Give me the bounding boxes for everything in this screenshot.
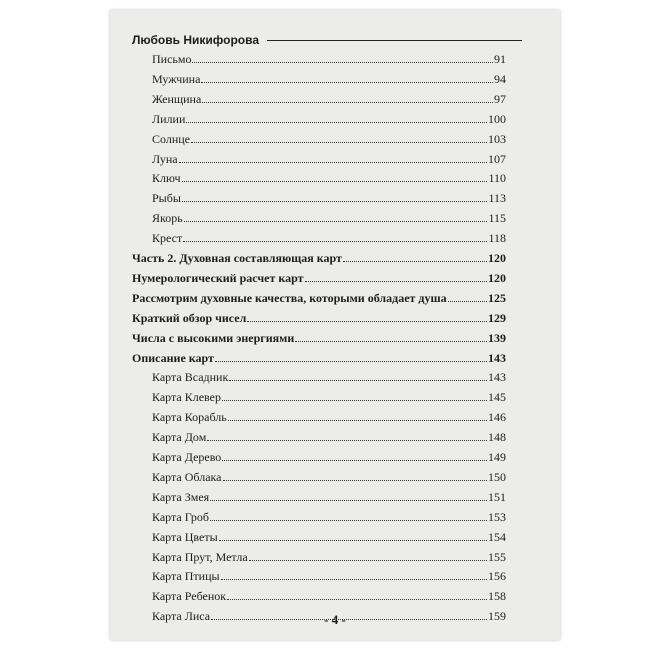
toc-entry xyxy=(132,311,506,326)
toc-entry xyxy=(152,470,506,485)
toc-entry xyxy=(152,390,506,405)
page-number: - 4 - xyxy=(324,612,346,627)
toc-entry xyxy=(152,569,506,584)
toc-leader-dots xyxy=(219,532,487,541)
toc-entry-title: Карта Дерево xyxy=(152,450,222,464)
toc-entry-page: 100 xyxy=(488,111,506,126)
toc-entry xyxy=(152,191,506,206)
toc-entry-page: 139 xyxy=(488,330,506,345)
toc-entry-title: Женщина xyxy=(152,91,202,106)
toc-entry-page: 156 xyxy=(488,569,506,584)
toc-leader-dots xyxy=(223,472,488,481)
toc-leader-dots xyxy=(228,412,487,421)
toc-entry xyxy=(152,550,506,565)
toc-entry-title: Краткий обзор чисел xyxy=(132,310,247,325)
toc-entry-page: 150 xyxy=(488,469,506,484)
toc-entry xyxy=(132,271,506,286)
toc-entry xyxy=(152,211,506,226)
header-rule xyxy=(267,40,522,41)
toc-leader-dots xyxy=(184,213,488,222)
toc-entry-page: 154 xyxy=(488,529,506,544)
toc-entry-page: 148 xyxy=(488,430,506,445)
toc-entry-page: 107 xyxy=(488,151,506,166)
toc-entry-page: 151 xyxy=(488,489,506,504)
toc-entry-title: Часть 2. Духовная составляющая карт xyxy=(132,251,342,265)
toc-entry-page: 97 xyxy=(494,91,506,106)
toc-leader-dots xyxy=(448,293,487,302)
toc-entry-page: 113 xyxy=(488,191,506,206)
toc-entry-title: Письмо xyxy=(152,52,192,66)
toc-entry-title: Карта Прут, Метла xyxy=(152,549,248,564)
toc-entry-title: Луна xyxy=(152,151,178,166)
toc-leader-dots xyxy=(247,313,487,322)
toc-entry-title: Солнце xyxy=(152,131,191,146)
toc-entry-title: Карта Облака xyxy=(152,469,222,484)
toc-entry-page: 158 xyxy=(488,589,506,604)
toc-entry-page: 143 xyxy=(488,370,506,385)
toc-entry xyxy=(152,52,506,67)
toc-leader-dots xyxy=(186,114,487,123)
toc-entry-page: 115 xyxy=(488,211,506,226)
toc-entry-title: Лилии xyxy=(152,111,186,126)
toc-entry xyxy=(132,251,506,266)
toc-entry-title: Ключ xyxy=(152,171,181,186)
toc-entry-title: Карта Клевер xyxy=(152,390,221,405)
toc-entry-title: Рыбы xyxy=(152,191,181,206)
toc-entry-page: 103 xyxy=(488,131,506,146)
toc-entry xyxy=(152,450,506,465)
toc-entry-title: Числа с высокими энергиями xyxy=(132,330,295,345)
toc-entry xyxy=(132,351,506,366)
running-header xyxy=(132,33,522,47)
toc-leader-dots xyxy=(210,512,487,521)
header-author: Любовь Никифорова xyxy=(132,33,259,47)
toc-leader-dots xyxy=(222,452,487,461)
toc-entry xyxy=(152,370,506,385)
toc-entry-title: Карта Змея xyxy=(152,489,210,504)
toc-entry xyxy=(152,510,506,525)
toc-leader-dots xyxy=(222,392,487,401)
toc-entry xyxy=(152,92,506,107)
toc-entry xyxy=(152,231,506,246)
toc-leader-dots xyxy=(183,233,487,242)
toc-leader-dots xyxy=(305,273,488,282)
toc-entry-page: 125 xyxy=(488,290,506,305)
toc-entry-title: Карта Цветы xyxy=(152,529,218,544)
toc-entry-page: 155 xyxy=(488,549,506,564)
toc-leader-dots xyxy=(249,552,487,561)
toc-entry xyxy=(152,530,506,545)
toc-leader-dots xyxy=(215,353,487,362)
toc-entry-title: Карта Гроб xyxy=(152,509,210,524)
toc-entry xyxy=(152,72,506,87)
toc-leader-dots xyxy=(343,253,487,262)
toc-entry xyxy=(152,589,506,604)
toc-entry-page: 146 xyxy=(488,410,506,425)
toc-leader-dots xyxy=(227,591,487,600)
toc-entry-title: Карта Ребенок xyxy=(152,589,227,604)
toc-leader-dots xyxy=(210,492,487,501)
toc-entry-title: Мужчина xyxy=(152,71,201,86)
toc-leader-dots xyxy=(202,94,493,103)
toc-entry-title: Карта Корабль xyxy=(152,410,227,425)
toc-leader-dots xyxy=(179,154,487,163)
toc-leader-dots xyxy=(295,333,487,342)
toc-entry xyxy=(152,112,506,127)
toc-leader-dots xyxy=(221,571,487,580)
toc-entry xyxy=(152,132,506,147)
toc-entry-title: Карта Лиса xyxy=(152,609,211,624)
toc-entry-page: 120 xyxy=(488,270,506,285)
toc-entry-title: Карта Птицы xyxy=(152,569,220,584)
toc-leader-dots xyxy=(207,432,487,441)
toc-entry xyxy=(152,152,506,167)
toc-entry-title: Карта Всадник xyxy=(152,370,229,385)
toc-entry xyxy=(152,430,506,445)
toc-entry-page: 149 xyxy=(488,450,506,464)
toc-entry-title: Якорь xyxy=(152,211,183,226)
toc-entry-page: 143 xyxy=(488,350,506,365)
toc-entry-page: 94 xyxy=(494,71,506,86)
toc-entry-title: Нумерологический расчет карт xyxy=(132,270,304,285)
toc-entry-title: Карта Дом xyxy=(152,430,207,445)
toc-entry xyxy=(152,410,506,425)
book-page xyxy=(110,10,560,640)
toc-leader-dots xyxy=(192,54,493,63)
toc-entry-page: 129 xyxy=(488,310,506,325)
toc-entry-page: 110 xyxy=(488,171,506,186)
toc-entry xyxy=(132,291,506,306)
toc-entry-page: 120 xyxy=(488,251,506,265)
toc-entry-page: 159 xyxy=(488,609,506,624)
toc-entry-title: Рассмотрим духовные качества, которыми обладает душа xyxy=(132,290,447,305)
toc-entry-page: 153 xyxy=(488,509,506,524)
toc-entry-page: 118 xyxy=(488,231,506,246)
toc-leader-dots xyxy=(182,193,488,202)
toc-entry-title: Крест xyxy=(152,231,183,246)
toc-leader-dots xyxy=(229,372,487,381)
toc-leader-dots xyxy=(182,173,488,182)
toc-leader-dots xyxy=(201,74,493,83)
toc-entry-title: Описание карт xyxy=(132,350,214,365)
toc-entry xyxy=(152,171,506,186)
toc-leader-dots xyxy=(191,134,487,143)
toc-entry-page: 91 xyxy=(494,52,506,66)
toc-entry xyxy=(132,331,506,346)
toc-entry xyxy=(152,490,506,505)
toc-entry-page: 145 xyxy=(488,390,506,405)
